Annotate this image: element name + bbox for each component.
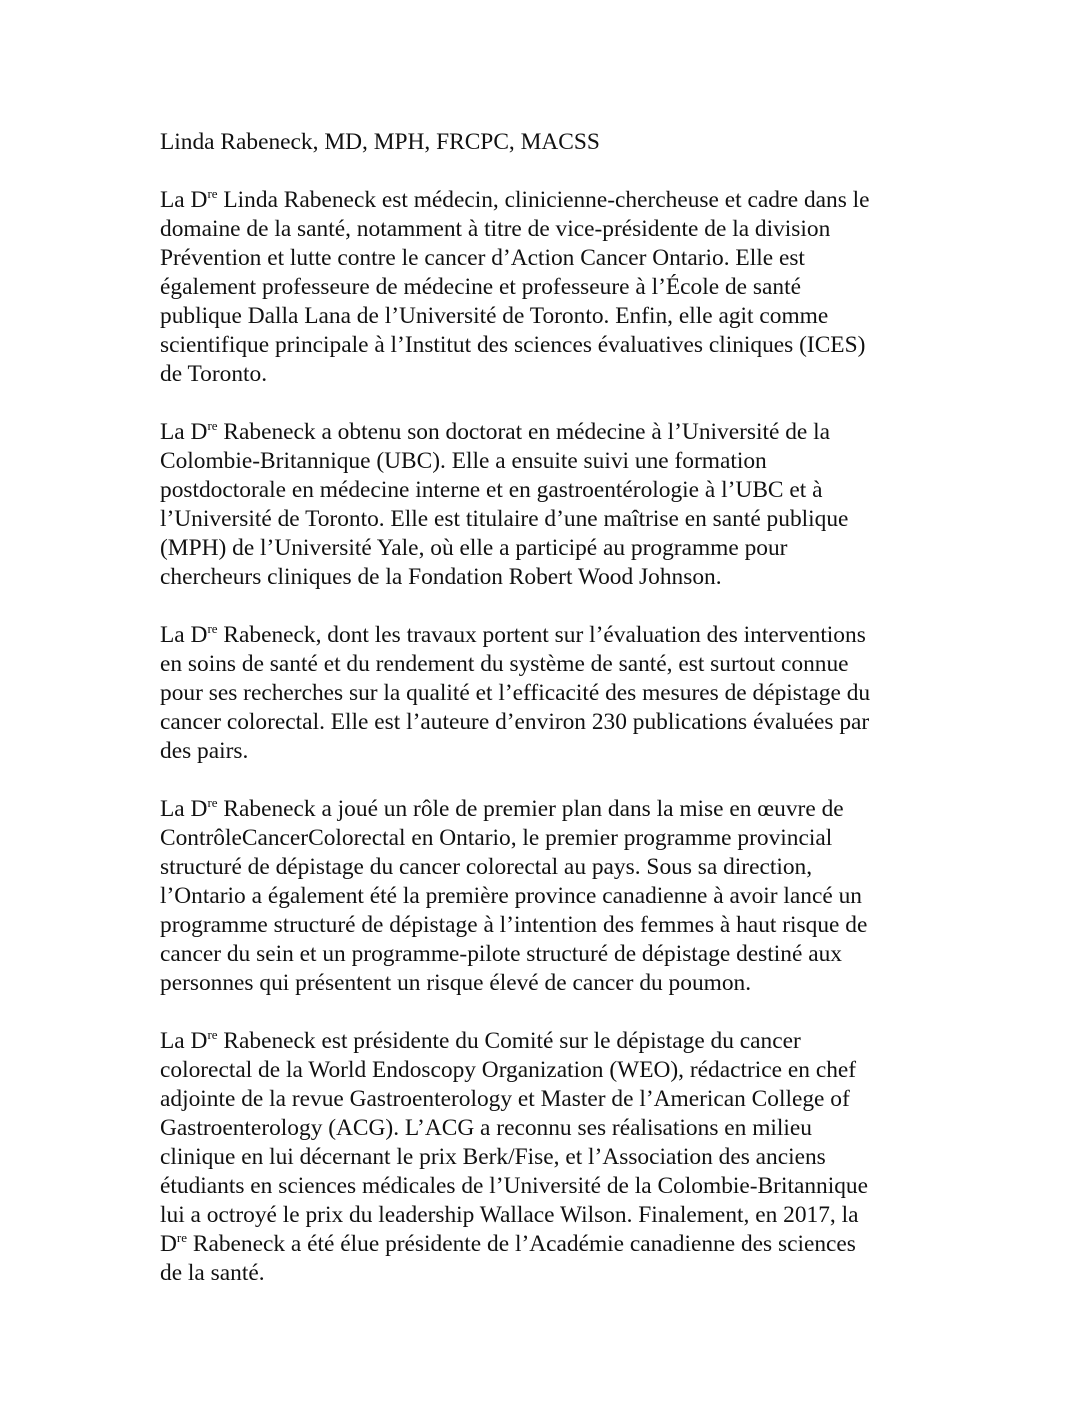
line-text: postdoctorale en médecine interne et en gastroentérologie à l’UBC et à	[160, 477, 823, 503]
text-line	[160, 215, 935, 244]
line-text: de Toronto.	[160, 361, 268, 387]
text-line	[160, 360, 935, 389]
text-line	[160, 1172, 935, 1201]
line-text: Gastroenterology (ACG). L’ACG a reconnu ses réalisations en milieu	[160, 1115, 812, 1141]
line-text: scientifique principale à l’Institut des sciences évaluatives cliniques (ICES)	[160, 332, 866, 358]
text-line	[160, 621, 935, 650]
text-line	[160, 418, 935, 447]
honorific-superscript: re	[207, 621, 218, 636]
line-text: adjointe de la revue Gastroenterology et Master de l’American College of	[160, 1086, 850, 1112]
body-paragraph	[160, 418, 935, 592]
line-text: structuré de dépistage du cancer colorectal au pays. Sous sa direction,	[160, 854, 813, 880]
text-line	[160, 882, 935, 911]
text-line	[160, 1085, 935, 1114]
text-line	[160, 534, 935, 563]
body-paragraph	[160, 795, 935, 998]
line-text: Rabeneck a obtenu son doctorat en médecine à l’Université de la	[217, 419, 831, 445]
text-line	[160, 1027, 935, 1056]
line-text: lui a octroyé le prix du leadership Wallace Wilson. Finalement, en 2017, la	[160, 1202, 859, 1228]
text-line	[160, 650, 935, 679]
line-text: ContrôleCancerColorectal en Ontario, le premier programme provincial	[160, 825, 833, 851]
text-line	[160, 737, 935, 766]
honorific-base: D	[190, 419, 208, 445]
text-line	[160, 940, 935, 969]
body-paragraph	[160, 186, 935, 389]
text-line	[160, 476, 935, 505]
line-text: (MPH) de l’Université Yale, où elle a participé au programme pour	[160, 535, 788, 561]
text-line	[160, 563, 935, 592]
line-text: l’Université de Toronto. Elle est titulaire d’une maîtrise en santé publique	[160, 506, 849, 532]
body-paragraph	[160, 621, 935, 766]
honorific-superscript: re	[207, 418, 218, 433]
text-line	[160, 244, 935, 273]
honorific-base: D	[190, 796, 208, 822]
text-line	[160, 447, 935, 476]
honorific-superscript: re	[207, 186, 218, 201]
line-text: personnes qui présentent un risque élevé de cancer du poumon.	[160, 970, 752, 996]
line-text: Rabeneck a joué un rôle de premier plan dans la mise en œuvre de	[217, 796, 844, 822]
document-body	[160, 128, 935, 1288]
line-text: programme structuré de dépistage à l’intention des femmes à haut risque de	[160, 912, 868, 938]
honorific-superscript: re	[176, 1230, 188, 1245]
text-line	[160, 679, 935, 708]
document-title: Linda Rabeneck, MD, MPH, FRCPC, MACSS	[160, 129, 600, 155]
line-text: publique Dalla Lana de l’Université de Toronto. Enfin, elle agit comme	[160, 303, 829, 329]
text-line	[160, 1114, 935, 1143]
honorific-superscript: re	[207, 1027, 218, 1042]
line-text: également professeure de médecine et professeure à l’École de santé	[160, 274, 801, 300]
honorific-base: D	[190, 1028, 208, 1054]
text-line	[160, 1201, 935, 1230]
line-text: en soins de santé et du rendement du système de santé, est surtout connue	[160, 651, 849, 677]
text-line	[160, 331, 935, 360]
text-line	[160, 708, 935, 737]
honorific-base: D	[190, 187, 208, 213]
line-text: Linda Rabeneck est médecin, clinicienne-chercheuse et cadre dans le	[217, 187, 870, 213]
line-text: l’Ontario a également été la première province canadienne à avoir lancé un	[160, 883, 863, 909]
line-lead: La	[160, 796, 191, 822]
line-text: colorectal de la World Endoscopy Organization (WEO), rédactrice en chef	[160, 1057, 857, 1083]
line-text: cancer colorectal. Elle est l’auteure d’environ 230 publications évaluées par	[160, 709, 870, 735]
text-line	[160, 969, 935, 998]
text-line	[160, 1230, 935, 1259]
line-text: Rabeneck, dont les travaux portent sur l’évaluation des interventions	[217, 622, 866, 648]
honorific-base: D	[190, 622, 208, 648]
honorific-base: D	[160, 1231, 177, 1257]
line-text: chercheurs cliniques de la Fondation Robert Wood Johnson.	[160, 564, 722, 590]
line-lead: La	[160, 187, 191, 213]
line-lead: La	[160, 419, 191, 445]
line-text: Prévention et lutte contre le cancer d’Action Cancer Ontario. Elle est	[160, 245, 805, 271]
honorific-superscript: re	[207, 795, 218, 810]
line-text: Rabeneck est présidente du Comité sur le dépistage du cancer	[217, 1028, 801, 1054]
paragraph-list	[160, 186, 935, 1288]
text-line	[160, 824, 935, 853]
text-line	[160, 1143, 935, 1172]
text-line	[160, 273, 935, 302]
line-lead: La	[160, 622, 191, 648]
line-text: Colombie-Britannique (UBC). Elle a ensuite suivi une formation	[160, 448, 767, 474]
text-line	[160, 505, 935, 534]
body-paragraph	[160, 1027, 935, 1288]
text-line	[160, 853, 935, 882]
text-line	[160, 186, 935, 215]
line-text: domaine de la santé, notamment à titre de vice-présidente de la division	[160, 216, 831, 242]
line-text: de la santé.	[160, 1260, 265, 1286]
text-line	[160, 1056, 935, 1085]
text-line	[160, 795, 935, 824]
line-text: pour ses recherches sur la qualité et l’efficacité des mesures de dépistage du	[160, 680, 871, 706]
text-line	[160, 911, 935, 940]
line-text: étudiants en sciences médicales de l’Université de la Colombie-Britannique	[160, 1173, 868, 1199]
line-text: des pairs.	[160, 738, 249, 764]
text-line	[160, 302, 935, 331]
text-line	[160, 1259, 935, 1288]
line-text: clinique en lui décernant le prix Berk/Fise, et l’Association des anciens	[160, 1144, 826, 1170]
line-lead: La	[160, 1028, 191, 1054]
line-text: Rabeneck a été élue présidente de l’Académie canadienne des sciences	[187, 1231, 856, 1257]
line-text: cancer du sein et un programme-pilote structuré de dépistage destiné aux	[160, 941, 842, 967]
